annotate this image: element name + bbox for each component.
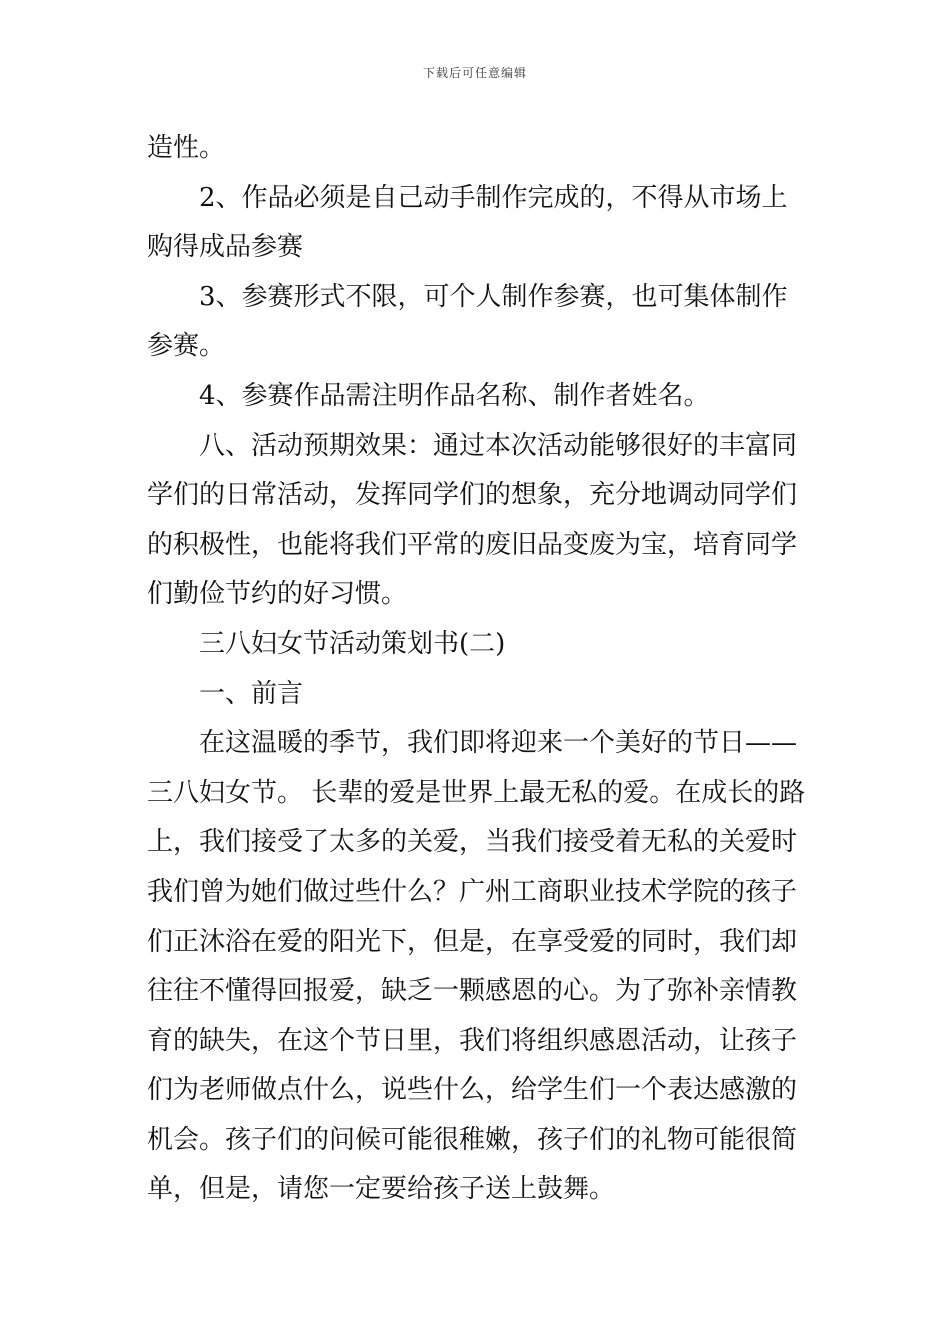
section-title: 三八妇女节活动策划书(二) — [199, 628, 506, 659]
paragraph-rule-4: 4、参赛作品需注明作品名称、制作者姓名。 — [199, 380, 710, 411]
paragraph-rule-3: 3、参赛形式不限，可个人制作参赛，也可集体制作参赛。 — [147, 281, 788, 362]
paragraph-preface: 在这温暖的季节，我们即将迎来一个美好的节日——三八妇女节。 长辈的爱是世界上最无私的爱。在成长的路上，我们接受了太多的关爱，当我们接受着无私的关爱时我们曾为她们做过些什么？广州工商职业技术学院的孩子们正沐浴在爱的阳光下，但是，在享受爱的同时，我们却往往不懂得回报爱，缺乏一颗感恩的心。为了弥补亲情教育的缺失，在这个节日里，我们将组织感恩活动，让孩子们为老师做点什么，说些什么，给学生们一个表达感激的机会。孩子们的问候可能很稚嫩，孩子们的礼物可能很简单，但是，请您一定要给孩子送上鼓舞。 — [147, 728, 806, 1205]
paragraph-expected-effect: 八、活动预期效果：通过本次活动能够很好的丰富同学们的日常活动，发挥同学们的想象，充分地调动同学们的积极性，也能将我们平常的废旧品变废为宝，培育同学们勤俭节约的好习惯。 — [147, 430, 798, 610]
section-heading-preface: 一、前言 — [199, 678, 304, 709]
paragraph-continuation: 造性。 — [147, 133, 226, 163]
page-header: 下载后可任意编辑 — [422, 66, 527, 80]
paragraph-rule-2: 2、作品必须是自己动手制作完成的，不得从市场上购得成品参赛 — [147, 182, 788, 263]
document-body — [147, 124, 807, 1215]
